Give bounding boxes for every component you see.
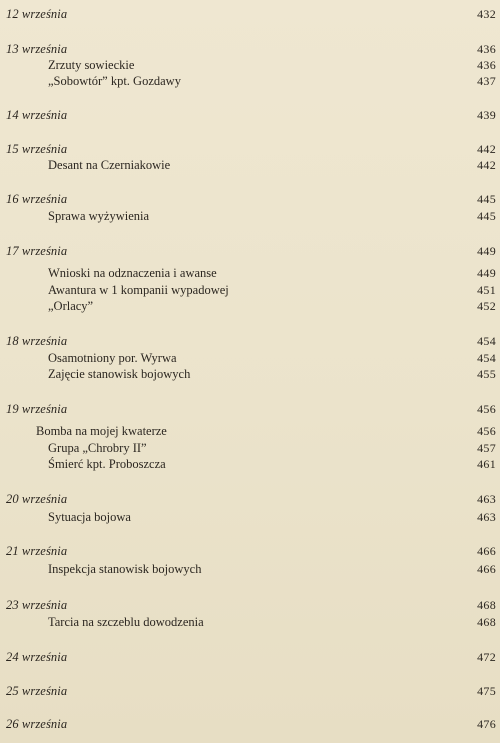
toc-date-heading [6,683,496,699]
toc-page-number: 454 [477,351,496,365]
toc-page-number: 455 [477,367,496,381]
toc-page-number: 436 [477,58,496,72]
dot-leader [176,456,469,472]
dot-leader [200,366,469,382]
toc-section-entry [48,298,496,314]
toc-page-number: 463 [477,492,496,506]
toc-date-label: 18 września [6,334,68,348]
toc-section-title: Bomba na mojej kwaterze [36,424,167,438]
toc-section-title: Sytuacja bojowa [48,510,131,524]
dot-leader [177,423,469,439]
toc-section-title: Tarcia na szczeblu dowodzenia [48,615,204,629]
toc-date-label: 13 września [6,42,68,56]
dot-leader [180,157,469,173]
dot-leader [77,683,469,699]
toc-section-entry [48,509,496,525]
toc-date-label: 14 września [6,108,68,122]
toc-date-label: 25 września [6,684,68,698]
toc-section-title: Śmierć kpt. Proboszcza [48,457,166,471]
toc-date-label: 26 września [6,717,68,731]
toc-page-number: 466 [477,544,496,558]
toc-page-number: 468 [477,598,496,612]
toc-date-heading [6,401,496,417]
toc-section-entry [48,208,496,224]
toc-section-entry [48,282,496,298]
toc-date-heading [6,141,496,157]
dot-leader [227,265,469,281]
toc-section-entry [36,423,496,439]
dot-leader [239,282,469,298]
toc-section-title: Grupa „Chrobry II” [48,441,147,455]
toc-section-entry [48,614,496,630]
toc-section-entry [48,456,496,472]
toc-page-number: 449 [477,244,496,258]
toc-page-number: 468 [477,615,496,629]
dot-leader [77,141,469,157]
dot-leader [77,401,469,417]
toc-section-entry [48,350,496,366]
dot-leader [77,107,469,123]
toc-page-number: 437 [477,74,496,88]
toc-section-title: Sprawa wyżywienia [48,209,150,223]
toc-date-label: 15 września [6,142,68,156]
toc-section-entry [48,366,496,382]
toc-date-heading [6,716,496,732]
toc-page-number: 439 [477,108,496,122]
toc-date-label: 20 września [6,492,68,506]
toc-date-label: 17 września [6,244,68,258]
toc-page-number: 442 [477,142,496,156]
toc-date-heading [6,491,496,507]
dot-leader [159,208,469,224]
toc-date-heading [6,243,496,259]
dot-leader [77,649,469,665]
dot-leader [77,543,469,559]
dot-leader [77,6,469,22]
toc-section-title: Osamotniony por. Wyrwa [48,351,177,365]
dot-leader [77,716,469,732]
dot-leader [77,41,469,57]
dot-leader [214,614,469,630]
dot-leader [77,243,469,259]
toc-date-label: 23 września [6,598,68,612]
toc-page-number: 445 [477,192,496,206]
toc-section-title: Awantura w 1 kompanii wypadowej [48,283,229,297]
toc-section-title: Inspekcja stanowisk bojowych [48,562,202,576]
toc-section-entry [48,440,496,456]
toc-date-heading [6,41,496,57]
dot-leader [77,333,469,349]
toc-date-label: 21 września [6,544,68,558]
toc-section-title: „Sobowtór” kpt. Gozdawy [48,74,181,88]
toc-page-number: 452 [477,299,496,313]
dot-leader [191,73,469,89]
toc-date-heading [6,333,496,349]
dot-leader [211,561,469,577]
toc-page-number: 449 [477,266,496,280]
toc-section-entry [48,57,496,73]
toc-page-number: 476 [477,717,496,731]
dot-leader [144,57,469,73]
toc-date-label: 16 września [6,192,68,206]
toc-page-number: 457 [477,441,496,455]
dot-leader [157,440,469,456]
toc-page-number: 442 [477,158,496,172]
toc-section-entry [48,73,496,89]
toc-page-number: 436 [477,42,496,56]
toc-page-number: 451 [477,283,496,297]
toc-date-heading [6,597,496,613]
toc-page-number: 445 [477,209,496,223]
dot-leader [187,350,469,366]
toc-date-heading [6,649,496,665]
toc-page-number: 454 [477,334,496,348]
toc-section-title: Wnioski na odznaczenia i awanse [48,266,217,280]
toc-page-number: 456 [477,424,496,438]
toc-page-number: 466 [477,562,496,576]
toc-page-number: 475 [477,684,496,698]
dot-leader [77,191,469,207]
toc-section-entry [48,157,496,173]
toc-page-number: 472 [477,650,496,664]
toc-section-entry [48,561,496,577]
toc-page-number: 432 [477,7,496,21]
toc-date-label: 19 września [6,402,68,416]
toc-section-title: Zrzuty sowieckie [48,58,135,72]
toc-date-heading [6,543,496,559]
toc-section-title: Zajęcie stanowisk bojowych [48,367,191,381]
toc-date-label: 12 września [6,7,68,21]
toc-date-heading [6,191,496,207]
toc-date-label: 24 września [6,650,68,664]
toc-page-number: 456 [477,402,496,416]
toc-date-heading [6,6,496,22]
toc-date-heading [6,107,496,123]
toc-page-number: 461 [477,457,496,471]
toc-section-title: Desant na Czerniakowie [48,158,171,172]
dot-leader [77,597,469,613]
toc-section-entry [48,265,496,281]
dot-leader [77,491,469,507]
dot-leader [103,298,469,314]
toc-section-title: „Orlacy” [48,299,94,313]
toc-page-number: 463 [477,510,496,524]
dot-leader [141,509,469,525]
